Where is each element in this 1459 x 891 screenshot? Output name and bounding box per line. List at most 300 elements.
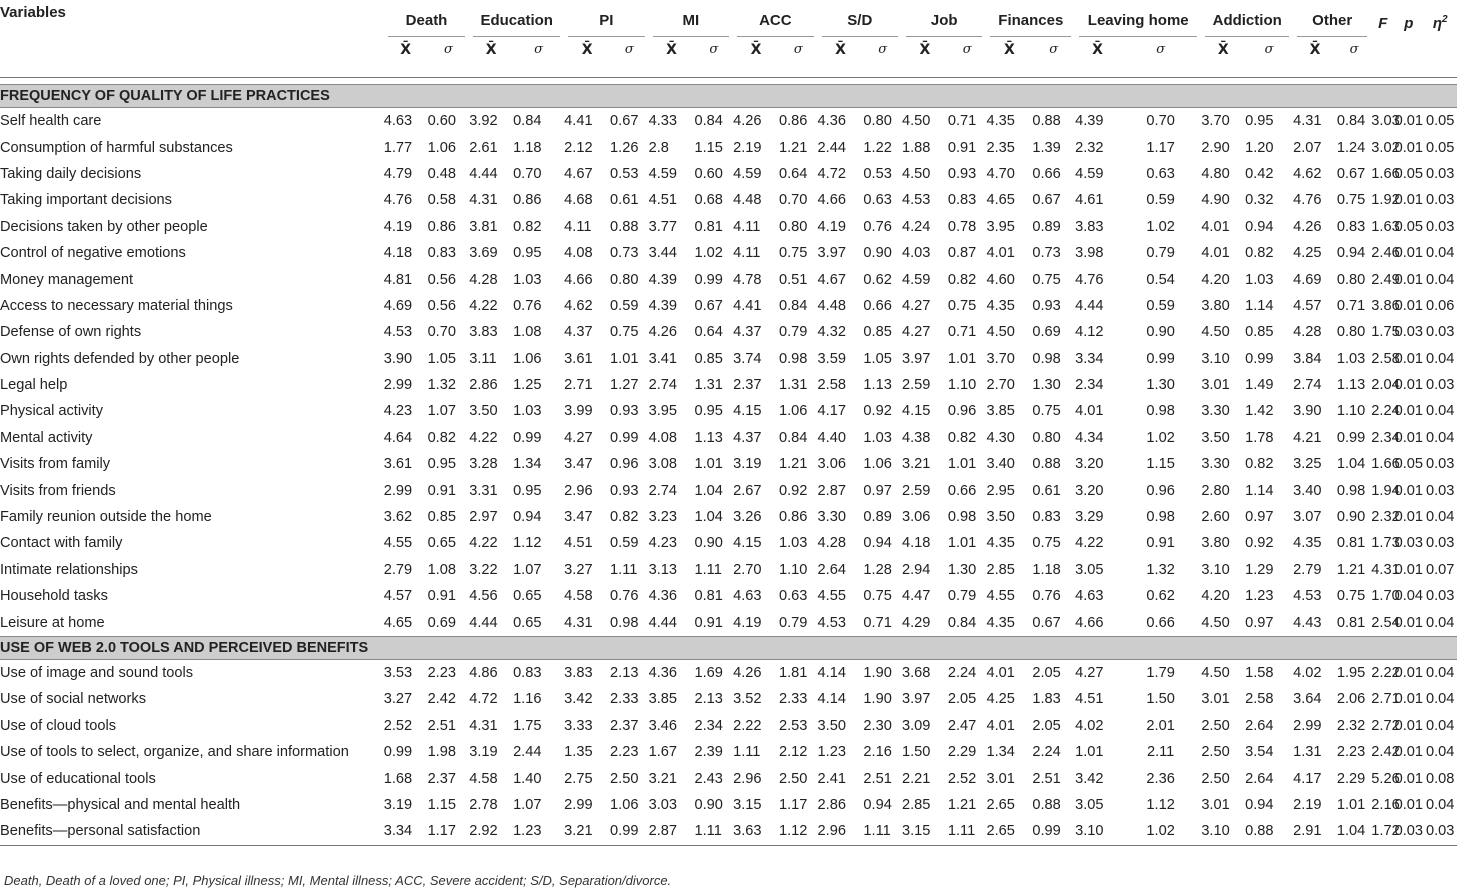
- cell-value: 2.35: [986, 139, 1015, 156]
- row-label: Benefits—physical and mental health: [0, 796, 241, 813]
- cell-value: 0.05: [1394, 456, 1424, 473]
- cell-value: 2.79: [1293, 561, 1322, 578]
- cell-value: 1.70: [1371, 588, 1400, 605]
- cell-value: 3.61: [383, 456, 413, 473]
- cell-value: 4.19: [383, 218, 413, 235]
- cell-value: 0.78: [947, 218, 977, 235]
- cell-value: 2.01: [1146, 717, 1175, 734]
- cell-value: 1.21: [947, 796, 977, 813]
- cell-value: 0.03: [1426, 588, 1455, 605]
- cell-value: 0.92: [1245, 535, 1274, 552]
- group-header: [384, 4, 470, 42]
- cell-value: 4.26: [733, 665, 762, 681]
- cell-value: 2.71: [564, 377, 593, 394]
- cell-value: 1.14: [1245, 297, 1274, 314]
- cell-value: 0.03: [1394, 324, 1424, 341]
- cell-value: 0.01: [1394, 770, 1424, 787]
- cell-value: 2.64: [817, 561, 846, 578]
- cell-value: 1.27: [610, 377, 639, 394]
- cell-value: 4.31: [469, 717, 498, 734]
- cell-value: 1.11: [610, 561, 638, 578]
- cell-value: 1.03: [513, 271, 542, 288]
- group-header: [1293, 4, 1371, 42]
- sd-header: σ: [1349, 42, 1359, 57]
- row-label: Consumption of harmful substances: [0, 139, 233, 156]
- cell-value: 3.46: [648, 717, 678, 734]
- cell-value: 2.44: [513, 744, 542, 761]
- cell-value: 4.08: [648, 429, 678, 446]
- cell-value: 0.70: [1146, 113, 1175, 130]
- cell-value: 1.29: [1245, 561, 1274, 578]
- cell-value: 1.30: [1146, 377, 1175, 394]
- cell-value: 4.01: [986, 717, 1015, 734]
- cell-value: 0.99: [1032, 818, 1075, 845]
- cell-value: 1.12: [1146, 796, 1175, 813]
- cell-value: 3.40: [986, 456, 1015, 473]
- cell-value: 4.28: [1293, 324, 1322, 341]
- cell-value: 4.33: [648, 113, 678, 130]
- cell-value: 4.51: [1075, 691, 1104, 708]
- header-spacer: [1394, 42, 1423, 78]
- cell-value: 0.61: [1032, 482, 1061, 499]
- cell-value: 4.02: [1293, 665, 1322, 681]
- cell-value: 0.04: [1426, 665, 1455, 681]
- cell-value: 2.60: [1201, 509, 1230, 526]
- cell-value: 4.66: [564, 271, 593, 288]
- cell-value: 3.90: [383, 350, 413, 367]
- cell-value: 0.75: [778, 245, 808, 262]
- cell-value: 2.78: [469, 796, 498, 813]
- cell-value: 2.52: [383, 717, 413, 734]
- table-row: [0, 319, 1457, 345]
- cell-value: 3.61: [564, 350, 593, 367]
- cell-value: 1.31: [694, 377, 723, 394]
- cell-value: 0.03: [1426, 192, 1455, 209]
- cell-value: 0.99: [1146, 350, 1175, 367]
- cell-value: 3.26: [733, 509, 762, 526]
- cell-value: 3.47: [564, 509, 593, 526]
- cell-value: 4.40: [817, 429, 846, 446]
- cell-value: 3.21: [648, 770, 678, 787]
- cell-value: 3.10: [1201, 350, 1230, 367]
- cell-value: 3.97: [817, 245, 846, 262]
- cell-value: 3.83: [564, 665, 593, 681]
- cell-value: 0.82: [1245, 456, 1274, 473]
- cell-value: 0.83: [427, 245, 456, 262]
- cell-value: 2.54: [1371, 614, 1400, 631]
- cell-value: 0.67: [1336, 165, 1366, 182]
- cell-value: 4.50: [986, 324, 1015, 341]
- cell-value: 0.95: [427, 456, 456, 473]
- cell-value: 4.36: [648, 588, 678, 605]
- cell-value: 4.27: [1075, 665, 1104, 681]
- cell-value: 0.80: [1336, 271, 1366, 288]
- cell-value: 1.66: [1371, 165, 1400, 182]
- cell-value: 4.70: [986, 165, 1015, 182]
- cell-value: 4.44: [469, 614, 498, 631]
- cell-value: 0.05: [1394, 218, 1424, 235]
- cell-value: 4.79: [383, 165, 413, 182]
- cell-value: 1.11: [733, 744, 761, 761]
- cell-value: 3.02: [1371, 139, 1400, 156]
- cell-value: 4.64: [383, 429, 413, 446]
- cell-value: 2.87: [649, 818, 695, 845]
- cell-value: 3.29: [1075, 509, 1104, 526]
- mean-header: X̄: [400, 42, 412, 58]
- cell-value: 2.74: [648, 377, 678, 394]
- cell-value: 2.70: [986, 377, 1015, 394]
- cell-value: 2.05: [947, 691, 977, 708]
- cell-value: 1.01: [947, 350, 977, 367]
- cell-value: 0.66: [1146, 614, 1175, 631]
- cell-value: 4.30: [986, 429, 1015, 446]
- cell-value: 2.94: [902, 561, 931, 578]
- anova-table: [0, 4, 1457, 846]
- cell-value: 1.06: [610, 796, 639, 813]
- p-value-header: p: [1404, 14, 1414, 32]
- cell-value: 0.88: [1032, 796, 1061, 813]
- cell-value: 0.76: [1032, 588, 1061, 605]
- cell-value: 0.01: [1394, 482, 1424, 499]
- cell-value: 2.24: [1032, 744, 1061, 761]
- cell-value: 4.31: [469, 192, 498, 209]
- cell-value: 4.51: [564, 535, 593, 552]
- cell-value: 0.03: [1426, 482, 1455, 499]
- group-header-label: ACC: [737, 9, 813, 37]
- cell-value: 2.58: [1371, 350, 1400, 367]
- cell-value: 3.25: [1293, 456, 1322, 473]
- cell-value: 1.22: [863, 139, 892, 156]
- cell-value: 2.99: [383, 482, 413, 499]
- row-label: Visits from family: [0, 456, 111, 473]
- cell-value: 0.99: [383, 744, 413, 761]
- cell-value: 0.87: [947, 245, 977, 262]
- sd-header: σ: [1049, 42, 1059, 57]
- cell-value: 1.78: [1245, 429, 1274, 446]
- cell-value: 4.38: [902, 429, 931, 446]
- group-header: [1201, 4, 1293, 42]
- cell-value: 0.85: [863, 324, 892, 341]
- cell-value: 3.03: [1371, 113, 1400, 130]
- eta-symbol: η: [1432, 15, 1443, 32]
- cell-value: 4.01: [1201, 218, 1230, 235]
- cell-value: 0.84: [778, 297, 808, 314]
- cell-value: 4.15: [733, 535, 762, 552]
- cell-value: 0.88: [1032, 456, 1061, 473]
- table-row: [0, 818, 1457, 845]
- cell-value: 0.84: [1336, 113, 1366, 130]
- cell-value: 0.05: [1394, 165, 1424, 182]
- cell-value: 2.99: [383, 377, 413, 394]
- cell-value: 2.59: [902, 482, 931, 499]
- cell-value: 2.79: [383, 561, 413, 578]
- cell-value: 2.71: [1371, 691, 1400, 708]
- cell-value: 1.21: [778, 139, 808, 156]
- cell-value: 4.57: [1293, 297, 1322, 314]
- cell-value: 4.66: [817, 192, 846, 209]
- cell-value: 0.59: [610, 297, 639, 314]
- cell-value: 2.34: [1371, 429, 1400, 446]
- cell-value: 0.42: [1245, 165, 1274, 182]
- cell-value: 1.30: [1032, 377, 1061, 394]
- cell-value: 4.65: [383, 614, 413, 631]
- row-label: Physical activity: [0, 403, 103, 420]
- row-label: Use of cloud tools: [0, 717, 117, 734]
- cell-value: 1.10: [947, 377, 977, 394]
- cell-value: 0.75: [1336, 588, 1366, 605]
- cell-value: 0.04: [1426, 717, 1455, 734]
- cell-value: 0.01: [1394, 403, 1424, 420]
- cell-value: 2.92: [469, 818, 513, 845]
- mean-header: X̄: [1004, 42, 1015, 58]
- table-header: [0, 4, 1457, 78]
- cell-value: 1.03: [863, 429, 892, 446]
- cell-value: 0.98: [778, 350, 808, 367]
- cell-value: 1.23: [513, 818, 564, 845]
- cell-value: 3.99: [564, 403, 593, 420]
- cell-value: 0.98: [1032, 350, 1061, 367]
- cell-value: 3.50: [469, 403, 498, 420]
- cell-value: 0.76: [863, 218, 892, 235]
- cell-value: 1.24: [1336, 139, 1366, 156]
- cell-value: 0.69: [427, 614, 456, 631]
- cell-value: 1.79: [1146, 665, 1175, 681]
- cell-value: 0.08: [1426, 770, 1455, 787]
- cell-value: 2.19: [1293, 796, 1322, 813]
- row-label: Taking important decisions: [0, 192, 172, 209]
- cell-value: 0.01: [1394, 377, 1424, 394]
- sd-header: σ: [962, 42, 972, 57]
- cell-value: 0.98: [1336, 482, 1366, 499]
- cell-value: 2.05: [1032, 665, 1061, 681]
- table-row: [0, 477, 1457, 503]
- cell-value: 2.86: [817, 796, 846, 813]
- cell-value: 3.34: [384, 818, 428, 845]
- cell-value: 0.98: [1146, 403, 1175, 420]
- row-label: Decisions taken by other people: [0, 218, 208, 235]
- cell-value: 2.47: [947, 717, 977, 734]
- cell-value: 3.40: [1293, 482, 1322, 499]
- cell-value: 1.88: [902, 139, 931, 156]
- cell-value: 0.60: [427, 113, 456, 130]
- cell-value: 0.97: [1245, 509, 1274, 526]
- cell-value: 3.84: [1293, 350, 1322, 367]
- cell-value: 0.01: [1394, 509, 1424, 526]
- cell-value: 1.08: [513, 324, 542, 341]
- cell-value: 3.86: [1371, 297, 1400, 314]
- cell-value: 1.95: [1336, 665, 1366, 681]
- cell-value: 4.31: [1293, 113, 1322, 130]
- cell-value: 1.40: [513, 770, 542, 787]
- cell-value: 4.58: [564, 588, 593, 605]
- mean-header: X̄: [1217, 42, 1229, 58]
- cell-value: 0.93: [947, 165, 977, 182]
- cell-value: 4.66: [1075, 614, 1104, 631]
- eta-exponent: 2: [1442, 14, 1448, 25]
- cell-value: 4.35: [986, 113, 1015, 130]
- cell-value: 2.37: [733, 377, 762, 394]
- cell-value: 1.11: [948, 818, 987, 845]
- cell-value: 0.76: [513, 297, 542, 314]
- cell-value: 3.44: [648, 245, 678, 262]
- cell-value: 0.04: [1426, 796, 1455, 813]
- cell-value: 0.76: [610, 588, 639, 605]
- cell-value: 0.84: [694, 113, 723, 130]
- row-label: Money management: [0, 271, 134, 288]
- cell-value: 1.18: [1032, 561, 1061, 578]
- cell-value: 1.15: [694, 139, 723, 156]
- cell-value: 0.85: [427, 509, 456, 526]
- cell-value: 3.19: [733, 456, 762, 473]
- cell-value: 1.72: [1371, 818, 1394, 845]
- cell-value: 4.22: [469, 535, 498, 552]
- cell-value: 4.12: [1075, 324, 1104, 341]
- cell-value: 4.56: [469, 588, 498, 605]
- cell-value: 1.04: [1337, 818, 1371, 845]
- cell-value: 1.67: [648, 744, 678, 761]
- table-row: [0, 372, 1457, 398]
- group-header-label: Education: [473, 9, 560, 37]
- cell-value: 0.94: [863, 796, 892, 813]
- cell-value: 4.01: [986, 665, 1015, 681]
- group-header-label: Leaving home: [1079, 9, 1197, 37]
- cell-value: 0.54: [1146, 271, 1175, 288]
- cell-value: 1.06: [778, 403, 808, 420]
- cell-value: 1.04: [694, 509, 723, 526]
- cell-value: 3.08: [648, 456, 678, 473]
- cell-value: 0.69: [1032, 324, 1061, 341]
- eta-squared-header: [1423, 4, 1457, 42]
- cell-value: 4.25: [986, 691, 1015, 708]
- cell-value: 4.59: [733, 165, 762, 182]
- cell-value: 4.72: [469, 691, 498, 708]
- cell-value: 4.43: [1293, 614, 1322, 631]
- cell-value: 0.95: [513, 245, 542, 262]
- cell-value: 4.14: [817, 665, 846, 681]
- header-spacer: [0, 42, 384, 78]
- cell-value: 0.01: [1394, 113, 1424, 130]
- row-label: Self health care: [0, 113, 102, 130]
- cell-value: 0.79: [947, 588, 977, 605]
- group-header-label: Death: [388, 9, 466, 37]
- f-statistic-header: F: [1378, 14, 1388, 32]
- cell-value: 0.83: [1336, 218, 1366, 235]
- cell-value: 2.07: [1293, 139, 1322, 156]
- cell-value: 4.76: [383, 192, 413, 209]
- cell-value: 1.02: [1146, 429, 1175, 446]
- cell-value: 0.04: [1426, 403, 1455, 420]
- cell-value: 1.13: [1336, 377, 1366, 394]
- cell-value: 3.11: [469, 350, 497, 367]
- cell-value: 0.80: [778, 218, 808, 235]
- cell-value: 3.10: [1201, 561, 1230, 578]
- cell-value: 4.34: [1075, 429, 1104, 446]
- cell-value: 2.65: [986, 818, 1032, 845]
- cell-value: 1.77: [383, 139, 413, 156]
- cell-value: 1.06: [513, 350, 542, 367]
- cell-value: 0.80: [610, 271, 639, 288]
- table-row: [0, 557, 1457, 583]
- variables-header: Variables: [0, 4, 66, 21]
- row-label: Use of educational tools: [0, 770, 156, 787]
- cell-value: 0.93: [610, 403, 639, 420]
- cell-value: 0.89: [863, 509, 892, 526]
- cell-value: 0.82: [947, 271, 977, 288]
- cell-value: 0.01: [1394, 561, 1424, 578]
- cell-value: 0.53: [610, 165, 639, 182]
- cell-value: 0.80: [1336, 324, 1366, 341]
- cell-value: 0.96: [947, 403, 977, 420]
- cell-value: 3.64: [1293, 691, 1322, 708]
- cell-value: 0.07: [1426, 561, 1455, 578]
- cell-value: 1.01: [947, 535, 977, 552]
- cell-value: 4.11: [733, 218, 761, 235]
- cell-value: 1.39: [1032, 139, 1061, 156]
- cell-value: 0.86: [513, 192, 542, 209]
- cell-value: 0.05: [1426, 113, 1455, 130]
- cell-value: 2.44: [817, 139, 846, 156]
- cell-value: 1.11: [863, 818, 902, 845]
- table-row: [0, 609, 1457, 636]
- cell-value: 2.70: [733, 561, 762, 578]
- cell-value: 4.35: [986, 297, 1015, 314]
- cell-value: 3.69: [469, 245, 498, 262]
- cell-value: 4.31: [564, 614, 593, 631]
- sd-header: σ: [793, 42, 803, 57]
- cell-value: 4.55: [383, 535, 413, 552]
- cell-value: 0.82: [610, 509, 639, 526]
- cell-value: 1.03: [1336, 350, 1366, 367]
- cell-value: 0.05: [1426, 139, 1455, 156]
- cell-value: 0.63: [863, 192, 892, 209]
- cell-value: 3.10: [1075, 818, 1120, 845]
- cell-value: 2.59: [902, 377, 931, 394]
- cell-value: 0.70: [778, 192, 808, 209]
- cell-value: 3.85: [986, 403, 1015, 420]
- cell-value: 0.75: [863, 588, 892, 605]
- cell-value: 4.53: [817, 614, 846, 631]
- cell-value: 0.75: [1336, 192, 1366, 209]
- cell-value: 2.74: [648, 482, 678, 499]
- cell-value: 1.17: [428, 818, 470, 845]
- cell-value: 0.01: [1394, 245, 1424, 262]
- cell-value: 3.01: [1201, 796, 1230, 813]
- cell-value: 4.18: [902, 535, 931, 552]
- cell-value: 0.04: [1426, 245, 1455, 262]
- cell-value: 1.04: [694, 482, 723, 499]
- cell-value: 4.01: [1075, 403, 1104, 420]
- cell-value: 2.58: [817, 377, 846, 394]
- cell-value: 4.81: [383, 271, 413, 288]
- cell-value: 4.26: [1293, 218, 1322, 235]
- cell-value: 3.80: [1201, 535, 1230, 552]
- cell-value: 0.86: [778, 509, 808, 526]
- cell-value: 4.29: [902, 614, 931, 631]
- cell-value: 3.34: [1075, 350, 1104, 367]
- cell-value: 0.75: [610, 324, 639, 341]
- cell-value: 0.82: [1245, 245, 1274, 262]
- row-label: Family reunion outside the home: [0, 509, 212, 526]
- cell-value: 0.92: [778, 482, 808, 499]
- table-row: [0, 214, 1457, 240]
- cell-value: 1.11: [694, 561, 722, 578]
- row-label: Defense of own rights: [0, 324, 142, 341]
- cell-value: 1.04: [1336, 456, 1366, 473]
- cell-value: 3.80: [1201, 297, 1230, 314]
- cell-value: 2.33: [778, 691, 808, 708]
- cell-value: 1.06: [863, 456, 892, 473]
- cell-value: 3.31: [469, 482, 498, 499]
